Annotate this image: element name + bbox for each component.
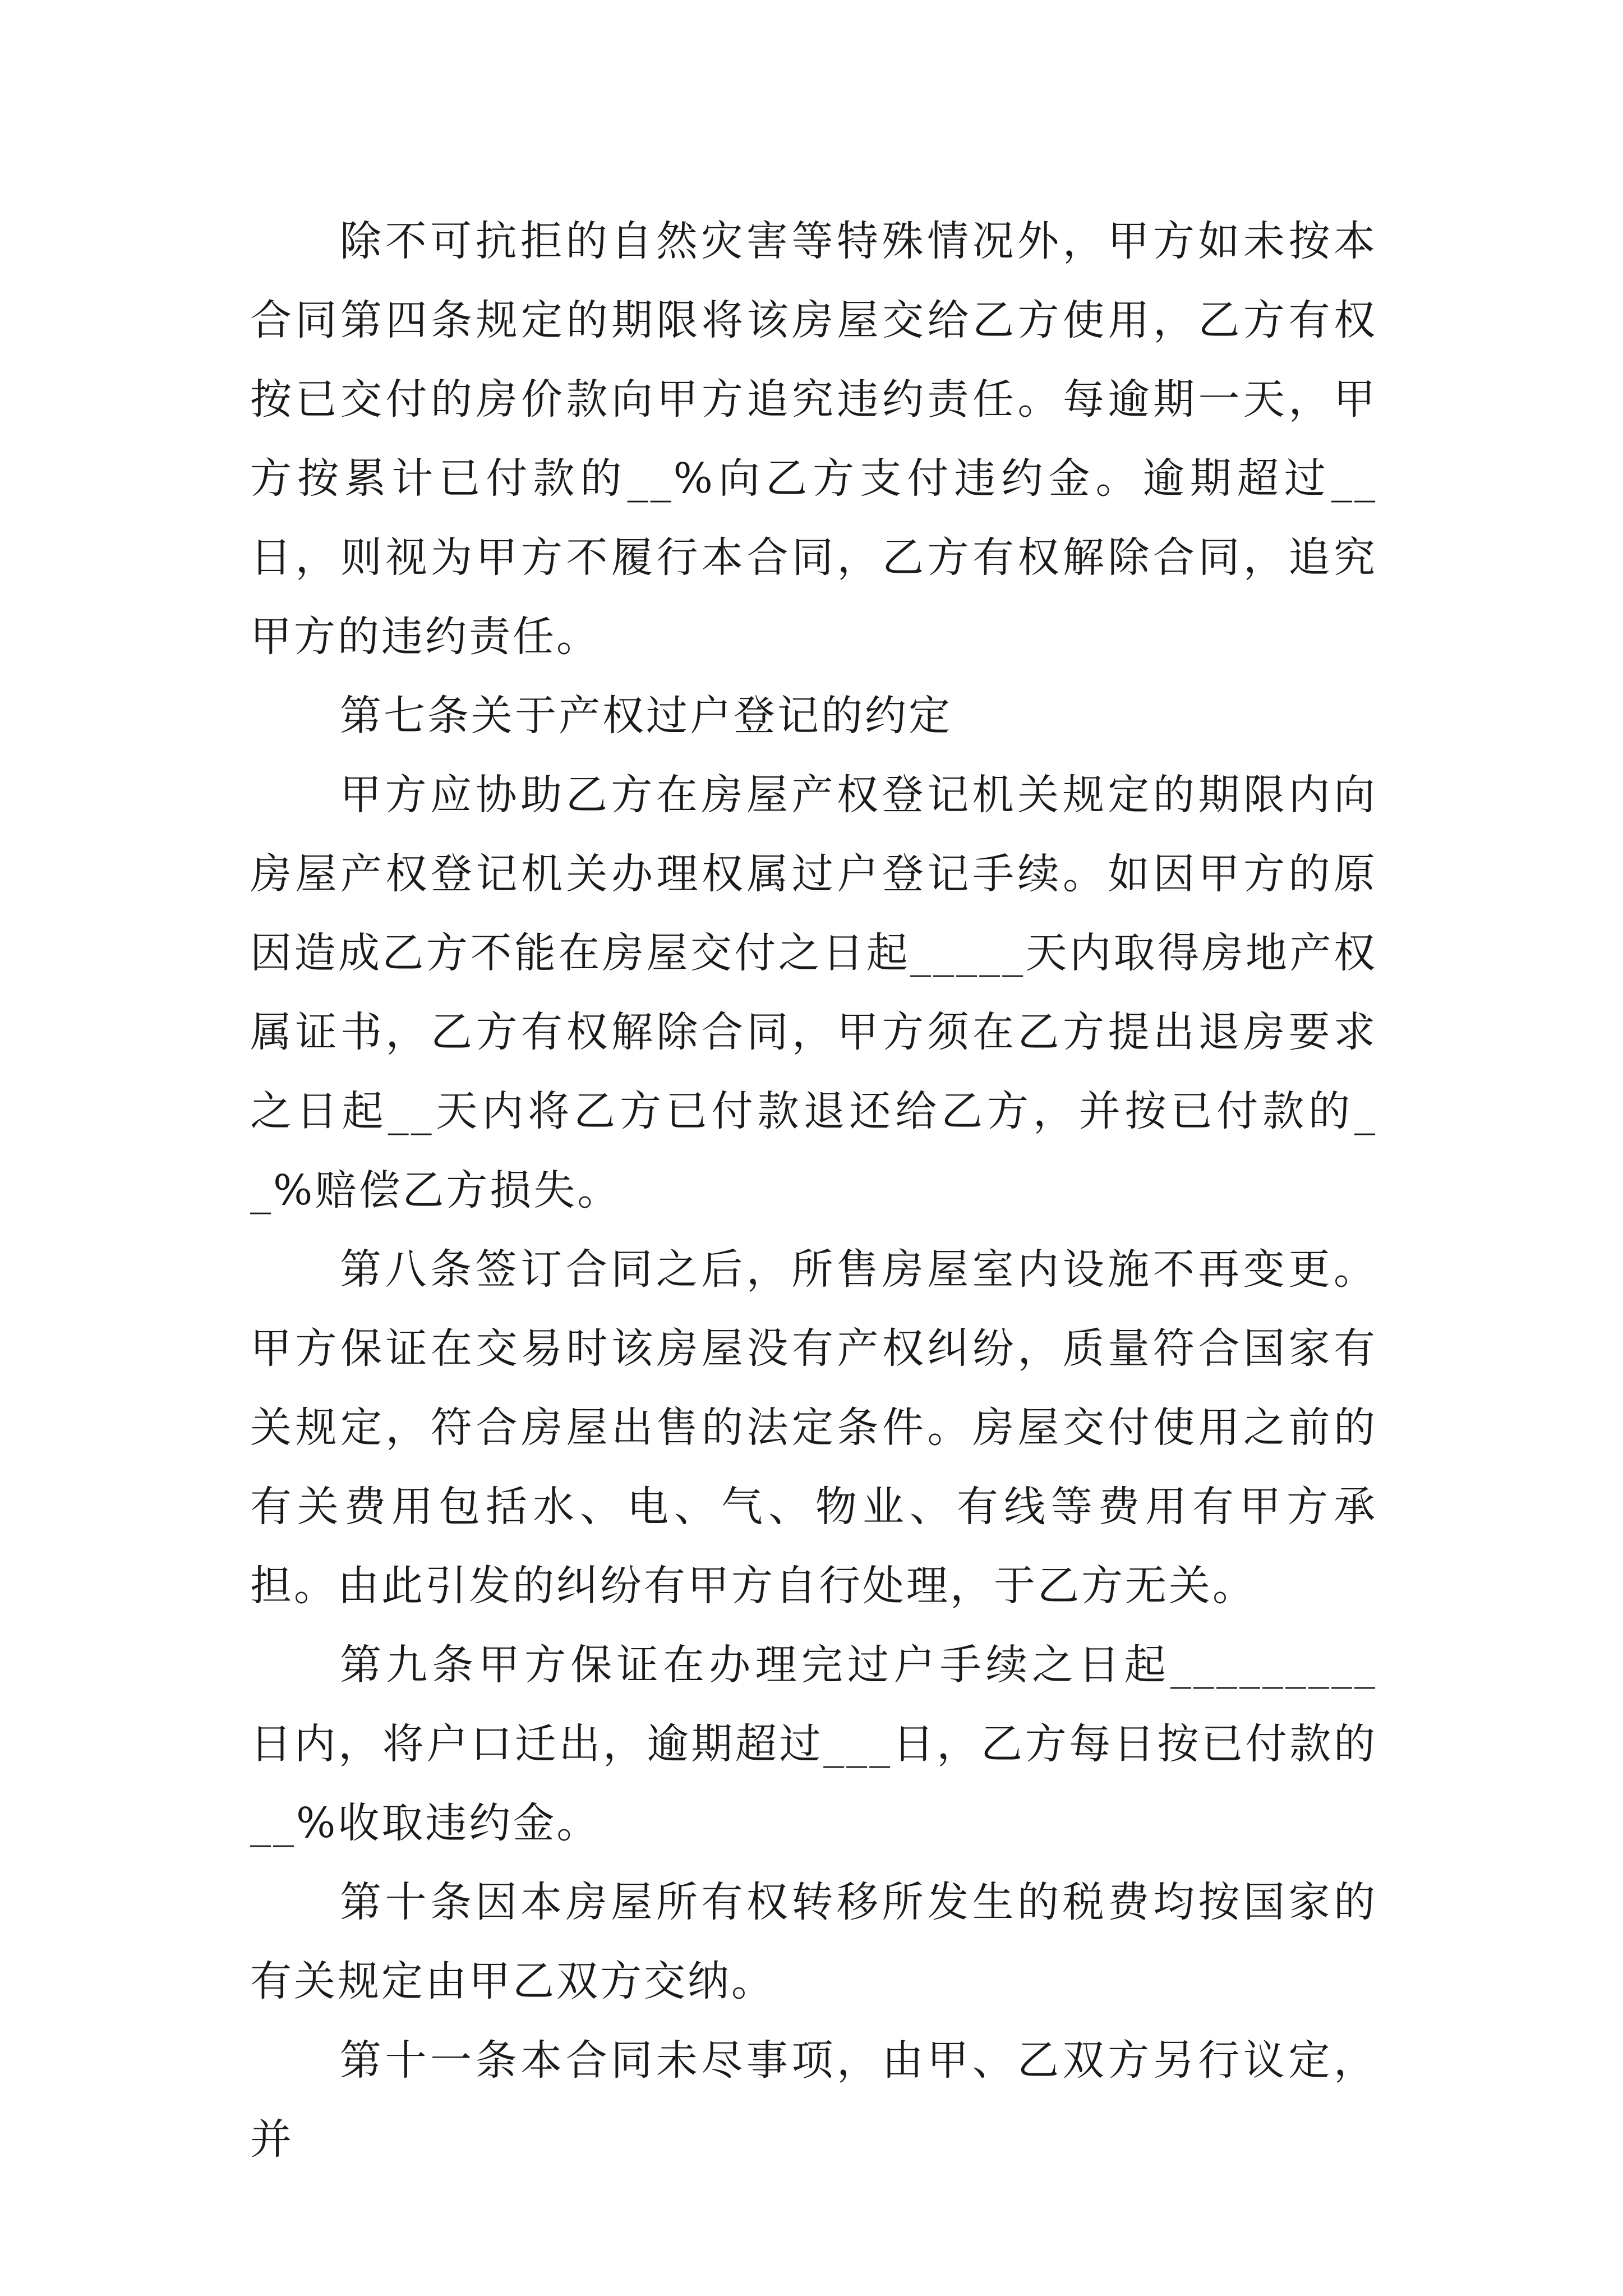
- paragraph-article-11: 第十一条本合同未尽事项，由甲、乙双方另行议定，并: [250, 2036, 1377, 2164]
- paragraph-title-transfer: 甲方应协助乙方在房屋产权登记机关规定的期限内向房屋产权登记机关办理权属过户登记手续。如因甲方的原因造成乙方不能在房屋交付之日起_____天内取得房地产权属证书，乙方有权解除合同，甲方须在乙方提出退房要求之日起__天内将乙方已付款退还给乙方，并按已付款的__%赔偿乙方损失。: [250, 771, 1377, 1214]
- paragraph-article-8: 第八条签订合同之后，所售房屋室内设施不再变更。甲方保证在交易时该房屋没有产权纠纷，质量符合国家有关规定，符合房屋出售的法定条件。房屋交付使用之前的有关费用包括水、电、气、物业、有线等费用有甲方承担。由此引发的纠纷有甲方自行处理，于乙方无关。: [250, 1245, 1377, 1610]
- paragraph-article-9: 第九条甲方保证在办理完过户手续之日起_________日内，将户口迁出，逾期超过___日，乙方每日按已付款的__%收取违约金。: [250, 1641, 1377, 1847]
- document-body: [250, 202, 1377, 2179]
- paragraph-breach-delivery: 除不可抗拒的自然灾害等特殊情况外，甲方如未按本合同第四条规定的期限将该房屋交给乙方使用，乙方有权按已交付的房价款向甲方追究违约责任。每逾期一天，甲方按累计已付款的__%向乙方支付违约金。逾期超过__日，则视为甲方不履行本合同，乙方有权解除合同，追究甲方的违约责任。: [250, 217, 1377, 661]
- section-heading-article-7: 第七条关于产权过户登记的约定: [340, 692, 952, 740]
- paragraph-article-10: 第十条因本房屋所有权转移所发生的税费均按国家的有关规定由甲乙双方交纳。: [250, 1878, 1377, 2005]
